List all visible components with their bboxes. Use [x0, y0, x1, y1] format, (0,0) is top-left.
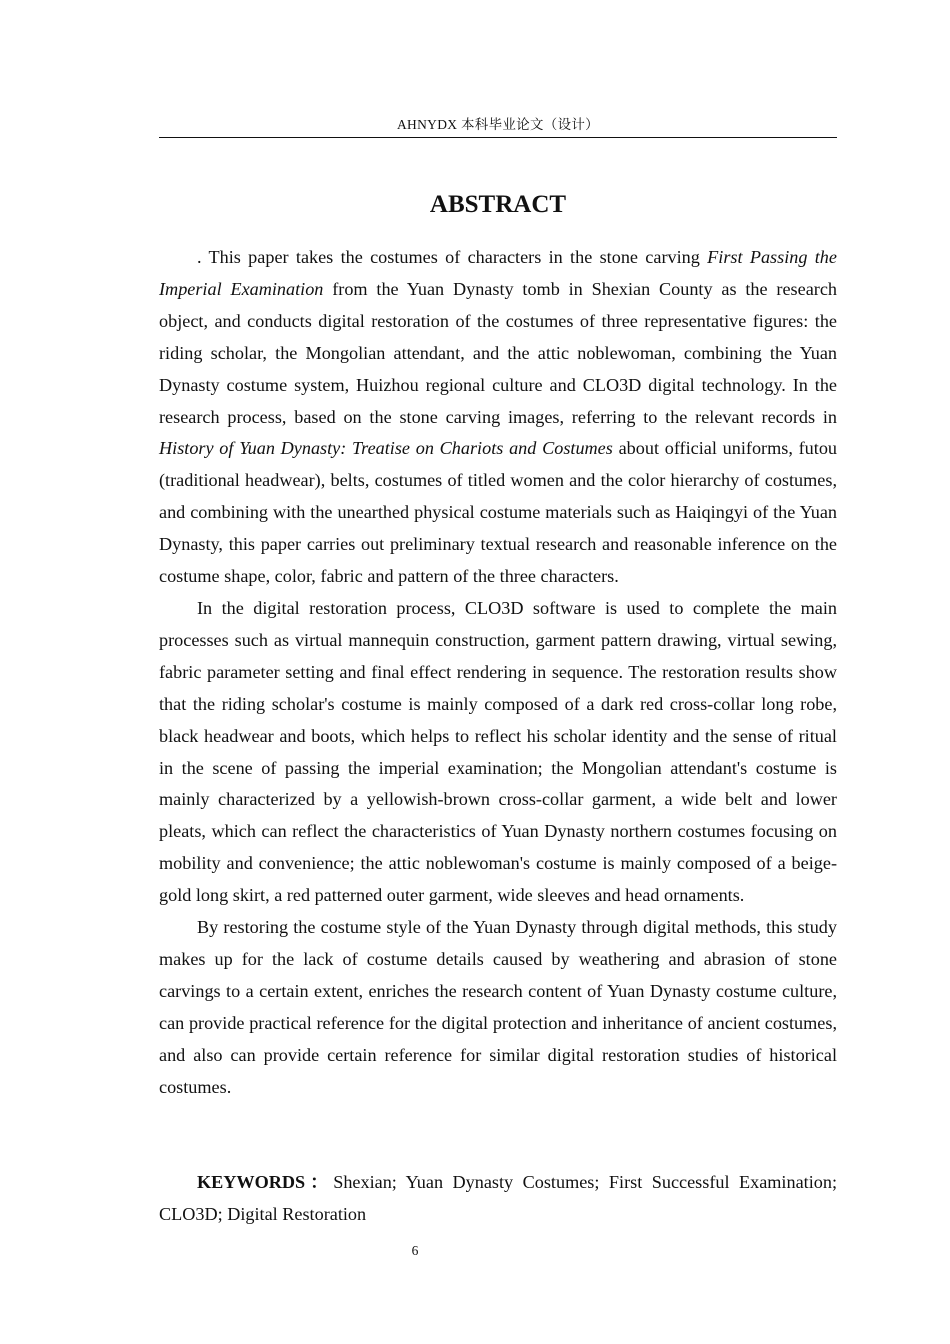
keywords-text: Shexian; Yuan Dynasty Costumes; First Successful Examination; CLO3D; Digital Restoration — [159, 1172, 837, 1224]
paragraph-1-lead: . This paper takes the costumes of characters in the stone carving — [197, 247, 708, 267]
header-rule — [159, 137, 837, 138]
stone-carving-title: First Passing the Imperial Examination — [159, 247, 837, 299]
abstract-body — [159, 242, 837, 1103]
abstract-paragraph-1 — [159, 242, 837, 593]
page-title: ABSTRACT — [429, 191, 567, 218]
treatise-title: History of Yuan Dynasty: Treatise on Chariots and Costumes — [159, 438, 613, 459]
paragraph-1-middle: from the Yuan Dynasty tomb in Shexian County as the research object, and conducts digital restoration of the costumes of three representative figures: the riding scholar, the Mongolian attendant, and the attic noblewoman, combining the Yuan Dynasty costume system, Huizhou regional culture and CLO3D digital technology. In the research process, based on the stone carving images, referring to the relevant records in — [159, 278, 837, 427]
running-header: AHNYDX 本科毕业论文（设计） — [397, 117, 599, 132]
page-number: 6 — [411, 1243, 419, 1258]
keywords-line — [159, 1167, 837, 1231]
keywords-label: KEYWORDS： — [197, 1172, 334, 1192]
abstract-paragraph-2: In the digital restoration process, CLO3D software is used to complete the main processes such as virtual mannequin construction, garment pattern drawing, virtual sewing, fabric parameter setting and final effect rendering in sequence. The restoration results show that the riding scholar's costume is mainly composed of a dark red cross-collar long robe, black headwear and boots, which helps to reflect his scholar identity and the sense of ritual in the scene of passing the imperial examination; the Mongolian attendant's costume is mainly characterized by a yellowish-brown cross-collar garment, a wide belt and lower pleats, which can reflect the characteristics of Yuan Dynasty northern costumes focusing on mobility and convenience; the attic noblewoman's costume is mainly composed of a beige-gold long skirt, a red patterned outer garment, wide sleeves and head ornaments. — [159, 597, 837, 906]
paragraph-1-tail: about official uniforms, futou (traditional headwear), belts, costumes of titled women and the color hierarchy of costumes, and combining with the unearthed physical costume materials such as Haiqingyi of the Yuan Dynasty, this paper carries out preliminary textual research and reasonable inference on the costume shape, color, fabric and pattern of the three characters. — [159, 438, 838, 587]
abstract-paragraph-3: By restoring the costume style of the Yuan Dynasty through digital methods, this study makes up for the lack of costume details caused by weathering and abrasion of stone carvings to a certain extent, enriches the research content of Yuan Dynasty costume culture, can provide practical reference for the digital protection and inheritance of ancient costumes, and also can provide certain reference for similar digital restoration studies of historical costumes. — [159, 917, 837, 1097]
